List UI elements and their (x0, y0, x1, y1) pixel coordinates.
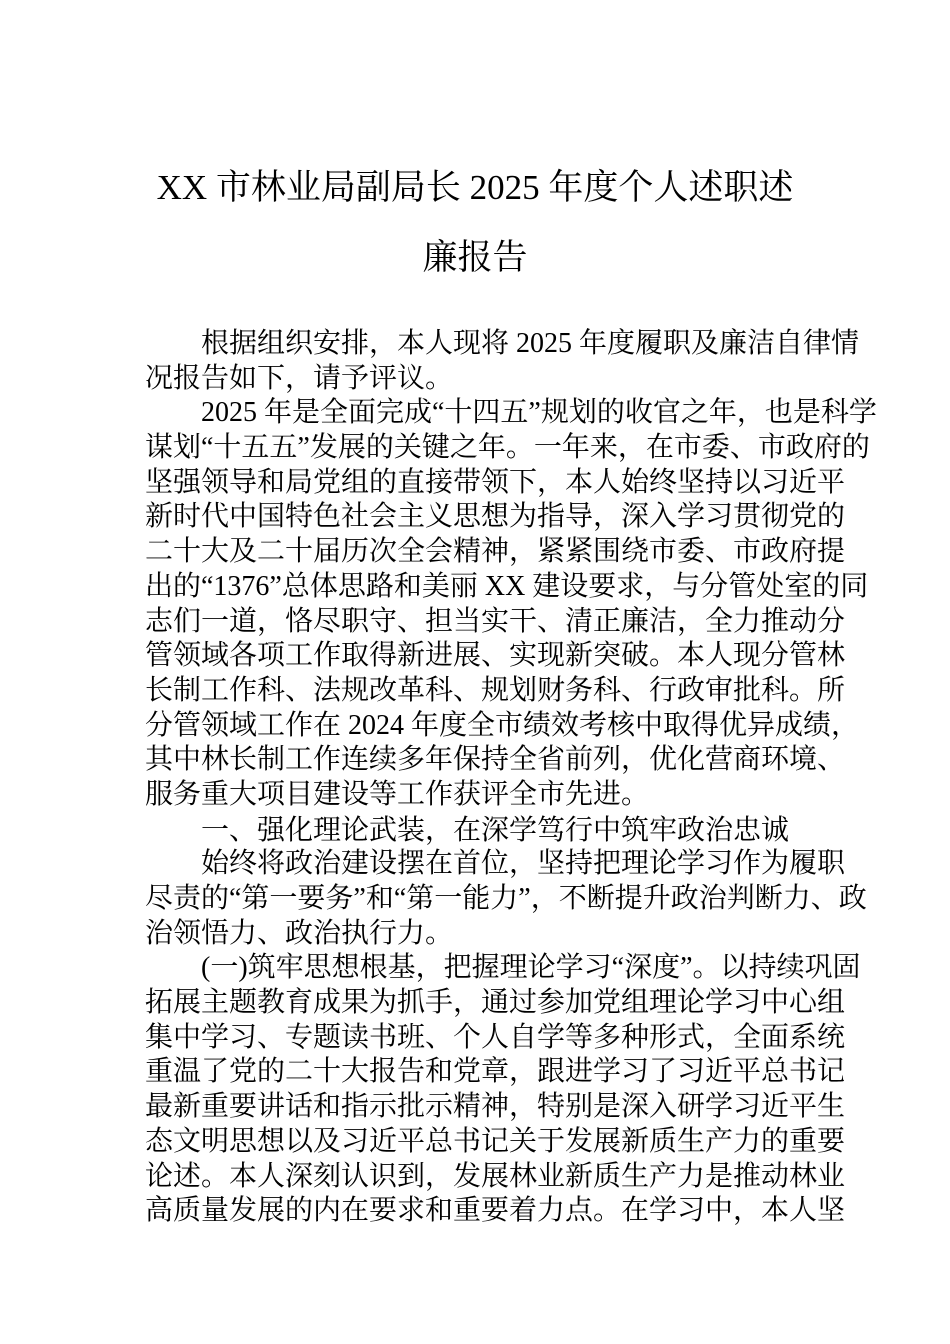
text-line: 拓展主题教育成果为抓手，通过参加党组理论学习中心组 (145, 987, 846, 1019)
text-line: 其中林长制工作连续多年保持全省前列，优化营商环境、 (145, 744, 846, 776)
text-line: 新时代中国特色社会主义思想为指导，深入学习贯彻党的 (145, 501, 846, 533)
text-line: 服务重大项目建设等工作获评全市先进。 (145, 778, 650, 810)
text-line: 况报告如下，请予评议。 (145, 362, 454, 394)
paragraph (145, 396, 877, 812)
text-line: 始终将政治建设摆在首位，坚持把理论学习作为履职 (201, 848, 846, 880)
text-line: 谋划“十五五”发展的关键之年。一年来，在市委、市政府的 (145, 432, 870, 464)
text-line: 集中学习、专题读书班、个人自学等多种形式，全面系统 (145, 1021, 846, 1053)
text-line: 管领域各项工作取得新进展、实现新突破。本人现分管林 (145, 640, 846, 672)
document-title-line-2: 廉报告 (422, 238, 528, 277)
text-line: 论述。本人深刻认识到，发展林业新质生产力是推动林业 (145, 1160, 846, 1192)
text-line: 2025 年是全面完成“十四五”规划的收官之年，也是科学 (201, 397, 877, 429)
text-line: (一)筑牢思想根基，把握理论学习“深度”。以持续巩固 (201, 952, 861, 984)
text-line: 尽责的“第一要务”和“第一能力”，不断提升政治判断力、政 (145, 883, 867, 914)
document-title-line-1: XX 市林业局副局长 2025 年度个人述职述 (156, 168, 794, 207)
text-line: 最新重要讲话和指示批示精神，特别是深入研学习近平生 (145, 1091, 846, 1123)
paragraph (145, 327, 860, 396)
section-heading (145, 813, 805, 848)
text-line: 重温了党的二十大报告和党章，跟进学习了习近平总书记 (145, 1056, 846, 1088)
text-line: 治领悟力、政治执行力。 (145, 917, 454, 949)
document-body (145, 327, 877, 1229)
text-line: 出的“1376”总体思路和美丽 XX 建设要求，与分管处室的同 (145, 570, 869, 602)
text-line: 坚强领导和局党组的直接带领下，本人始终坚持以习近平 (145, 466, 846, 498)
text-line: 高质量发展的内在要求和重要着力点。在学习中，本人坚 (145, 1195, 846, 1227)
text-line: 态文明思想以及习近平总书记关于发展新质生产力的重要 (145, 1125, 846, 1157)
text-line: 一、强化理论武装，在深学笃行中筑牢政治忠诚 (201, 812, 790, 846)
text-line: 志们一道，恪尽职守、担当实干、清正廉洁，全力推动分 (145, 605, 846, 637)
paragraph (145, 847, 867, 951)
paragraph (145, 951, 861, 1229)
text-line: 根据组织安排，本人现将 2025 年度履职及廉洁自律情 (201, 328, 860, 359)
text-line: 分管领域工作在 2024 年度全市绩效考核中取得优异成绩， (145, 709, 860, 741)
text-line: 长制工作科、法规改革科、规划财务科、行政审批科。所 (145, 674, 846, 706)
text-line: 二十大及二十届历次全会精神，紧紧围绕市委、市政府提 (145, 536, 846, 568)
